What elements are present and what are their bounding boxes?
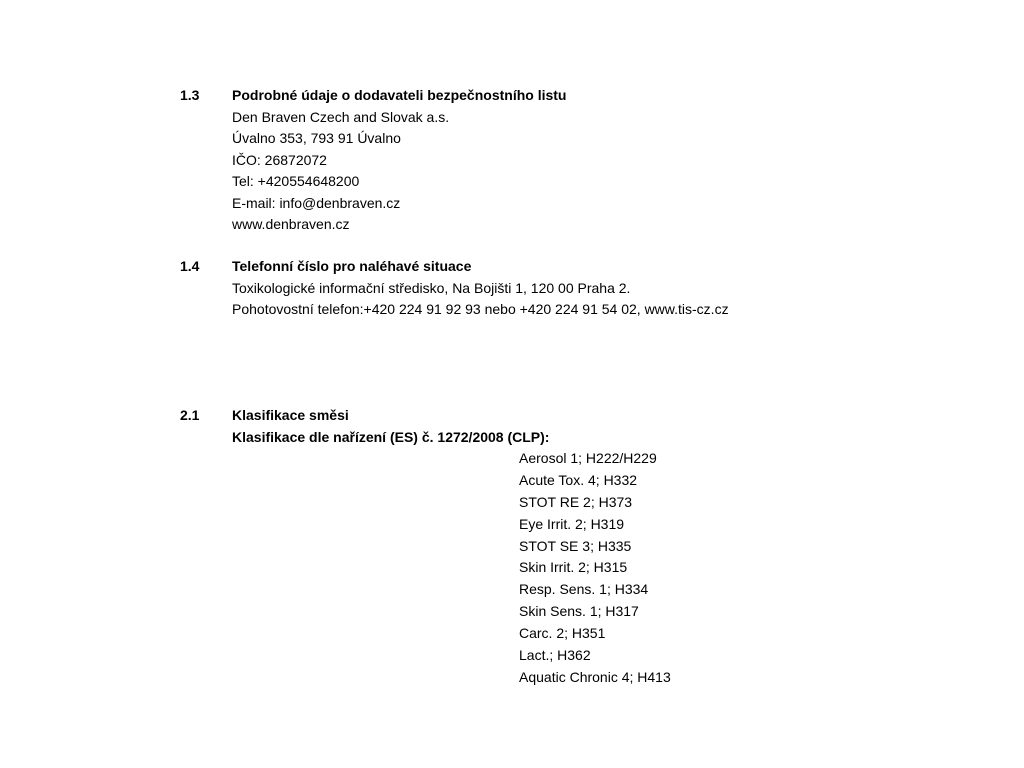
company-name: Den Braven Czech and Slovak a.s. [232, 108, 450, 125]
list-item: Resp. Sens. 1; H334 [519, 581, 649, 598]
section-1-4 [180, 256, 980, 321]
classification-header [180, 427, 980, 449]
classification-subtitle: Klasifikace dle nařízení (ES) č. 1272/2008 (CLP): [232, 428, 550, 445]
email: E-mail: info@denbraven.cz [232, 194, 401, 211]
section-title: Telefonní číslo pro naléhavé situace [232, 258, 472, 274]
toxicology-center: Toxikologické informační středisko, Na Bojišti 1, 120 00 Praha 2. [232, 279, 631, 296]
list-item: Aquatic Chronic 4; H413 [519, 668, 671, 685]
section-1-3 [180, 85, 980, 236]
list-item: Skin Irrit. 2; H315 [519, 559, 628, 576]
list-item: Carc. 2; H351 [519, 625, 606, 642]
phone: Tel: +420554648200 [232, 173, 360, 189]
emergency-phone: Pohotovostní telefon:+420 224 91 92 93 nebo +420 224 91 54 02, www.tis-cz.cz [232, 301, 729, 317]
section-heading [180, 85, 980, 107]
section-number: 2.1 [180, 407, 200, 423]
list-item: Acute Tox. 4; H332 [519, 471, 638, 488]
list-item: Lact.; H362 [519, 647, 591, 664]
section-2-1 [180, 405, 980, 448]
company-id: IČO: 26872072 [232, 151, 327, 168]
section-number: 1.3 [180, 87, 200, 103]
section-heading [180, 256, 980, 278]
section-number: 1.4 [180, 258, 200, 274]
classification-list [519, 448, 671, 689]
list-item: STOT SE 3; H335 [519, 537, 632, 554]
emergency-details [180, 278, 980, 321]
section-title: Podrobné údaje o dodavateli bezpečnostního listu [232, 87, 567, 103]
section-heading [180, 405, 980, 427]
list-item: Aerosol 1; H222/H229 [519, 450, 657, 466]
website: www.denbraven.cz [232, 216, 350, 232]
section-title: Klasifikace směsi [232, 407, 349, 423]
list-item: Skin Sens. 1; H317 [519, 603, 639, 620]
supplier-details [180, 107, 980, 236]
address: Úvalno 353, 793 91 Úvalno [232, 130, 401, 146]
list-item: STOT RE 2; H373 [519, 493, 633, 510]
list-item: Eye Irrit. 2; H319 [519, 515, 625, 532]
